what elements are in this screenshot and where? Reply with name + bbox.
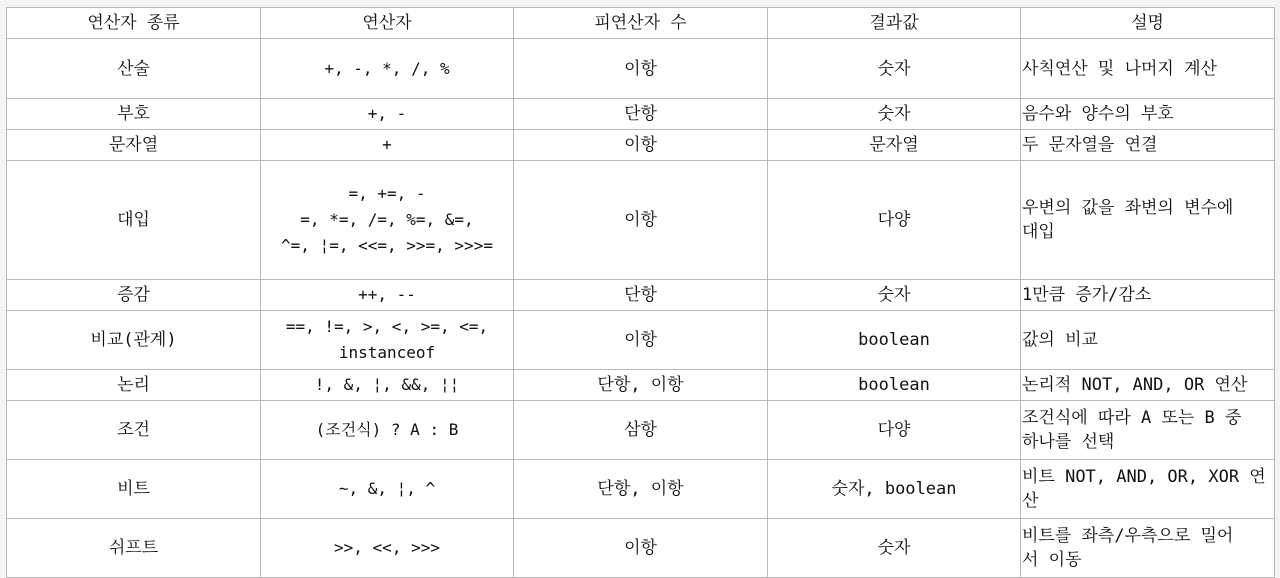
description-cell (1021, 370, 1275, 401)
operator-line: +, -, *, /, % (324, 58, 450, 78)
kind-cell: 문자열 (7, 130, 261, 161)
kind-cell: 조건 (7, 401, 261, 460)
operator-cell (261, 99, 514, 130)
result-cell: 숫자, boolean (768, 460, 1021, 519)
operator-table (6, 7, 1275, 578)
operand-count-cell: 삼항 (514, 401, 768, 460)
result-cell: 문자열 (768, 130, 1021, 161)
operator-cell (261, 401, 514, 460)
operator-line: instanceof (338, 343, 436, 362)
description-cell (1021, 519, 1275, 578)
description-cell (1021, 311, 1275, 370)
header-operator: 연산자 (261, 8, 514, 39)
table-row (7, 311, 1275, 370)
operand-count-cell: 단항 (514, 99, 768, 130)
result-cell: 다양 (768, 401, 1021, 460)
header-operand-count: 피연산자 수 (514, 8, 768, 39)
operand-count-cell: 이항 (514, 519, 768, 578)
operator-line: =, +=, - (348, 184, 426, 203)
description-line: 두 문자열을 연결 (1022, 135, 1158, 155)
table-row (7, 370, 1275, 401)
result-cell: 숫자 (768, 39, 1021, 99)
description-line: 비트 NOT, AND, OR, XOR 연 (1022, 467, 1266, 487)
description-cell (1021, 280, 1275, 311)
table-row (7, 460, 1275, 519)
kind-cell: 부호 (7, 99, 261, 130)
description-cell (1021, 99, 1275, 130)
description-line: 산 (1022, 491, 1039, 511)
operand-count-cell: 이항 (514, 311, 768, 370)
result-cell: 숫자 (768, 519, 1021, 578)
operator-line: (조건식) ? A : B (315, 420, 459, 439)
description-cell (1021, 39, 1275, 99)
operator-cell (261, 39, 514, 99)
result-cell: 숫자 (768, 99, 1021, 130)
description-cell (1021, 130, 1275, 161)
description-line: 서 이동 (1022, 550, 1082, 570)
description-line: 음수와 양수의 부호 (1022, 104, 1174, 124)
kind-cell: 대입 (7, 161, 261, 280)
description-line: 사칙연산 및 나머지 계산 (1022, 58, 1217, 79)
description-cell (1021, 401, 1275, 460)
operator-line: ++, -- (358, 285, 416, 304)
kind-cell: 논리 (7, 370, 261, 401)
operator-line: =, *=, /=, %=, &=, (300, 210, 474, 229)
description-line: 논리적 NOT, AND, OR 연산 (1022, 375, 1248, 395)
description-line: 하나를 선택 (1022, 432, 1115, 452)
kind-cell: 쉬프트 (7, 519, 261, 578)
kind-cell: 비교(관계) (7, 311, 261, 370)
operand-count-cell: 이항 (514, 161, 768, 280)
table-row (7, 130, 1275, 161)
header-result: 결과값 (768, 8, 1021, 39)
operator-cell (261, 460, 514, 519)
description-cell (1021, 460, 1275, 519)
table-row (7, 519, 1275, 578)
kind-cell: 비트 (7, 460, 261, 519)
operator-line: ==, !=, >, <, >=, <=, (285, 317, 489, 336)
result-cell: boolean (768, 311, 1021, 370)
operator-line: ^=, ¦=, <<=, >>=, >>>= (281, 236, 493, 255)
header-kind: 연산자 종류 (7, 8, 261, 39)
header-description: 설명 (1021, 8, 1275, 39)
result-cell: 숫자 (768, 280, 1021, 311)
operator-line: +, - (367, 104, 407, 123)
description-line: 우변의 값을 좌변의 변수에 (1022, 198, 1234, 218)
table-row (7, 99, 1275, 130)
operator-cell (261, 130, 514, 161)
operator-cell (261, 311, 514, 370)
description-line: 대입 (1022, 222, 1055, 242)
operand-count-cell: 이항 (514, 39, 768, 99)
description-line: 값의 비교 (1022, 330, 1098, 350)
table-row (7, 161, 1275, 280)
operator-cell (261, 519, 514, 578)
description-cell (1021, 161, 1275, 280)
table-row (7, 401, 1275, 460)
description-line: 조건식에 따라 A 또는 B 중 (1022, 408, 1242, 428)
operator-line: !, &, ¦, &&, ¦¦ (314, 375, 460, 394)
operator-line: + (382, 135, 392, 154)
operator-line: ~, &, ¦, ^ (338, 479, 436, 498)
operand-count-cell: 이항 (514, 130, 768, 161)
result-cell: boolean (768, 370, 1021, 401)
table-row (7, 39, 1275, 99)
kind-cell: 증감 (7, 280, 261, 311)
table-row (7, 280, 1275, 311)
operator-cell (261, 161, 514, 280)
operator-line: >>, <<, >>> (334, 538, 440, 557)
operator-cell (261, 370, 514, 401)
operand-count-cell: 단항, 이항 (514, 460, 768, 519)
description-line: 비트를 좌측/우측으로 밀어 (1022, 526, 1234, 546)
result-cell: 다양 (768, 161, 1021, 280)
header-row (7, 8, 1275, 39)
kind-cell: 산술 (7, 39, 261, 99)
description-line: 1만큼 증가/감소 (1022, 285, 1152, 305)
operator-cell (261, 280, 514, 311)
operand-count-cell: 단항 (514, 280, 768, 311)
operand-count-cell: 단항, 이항 (514, 370, 768, 401)
